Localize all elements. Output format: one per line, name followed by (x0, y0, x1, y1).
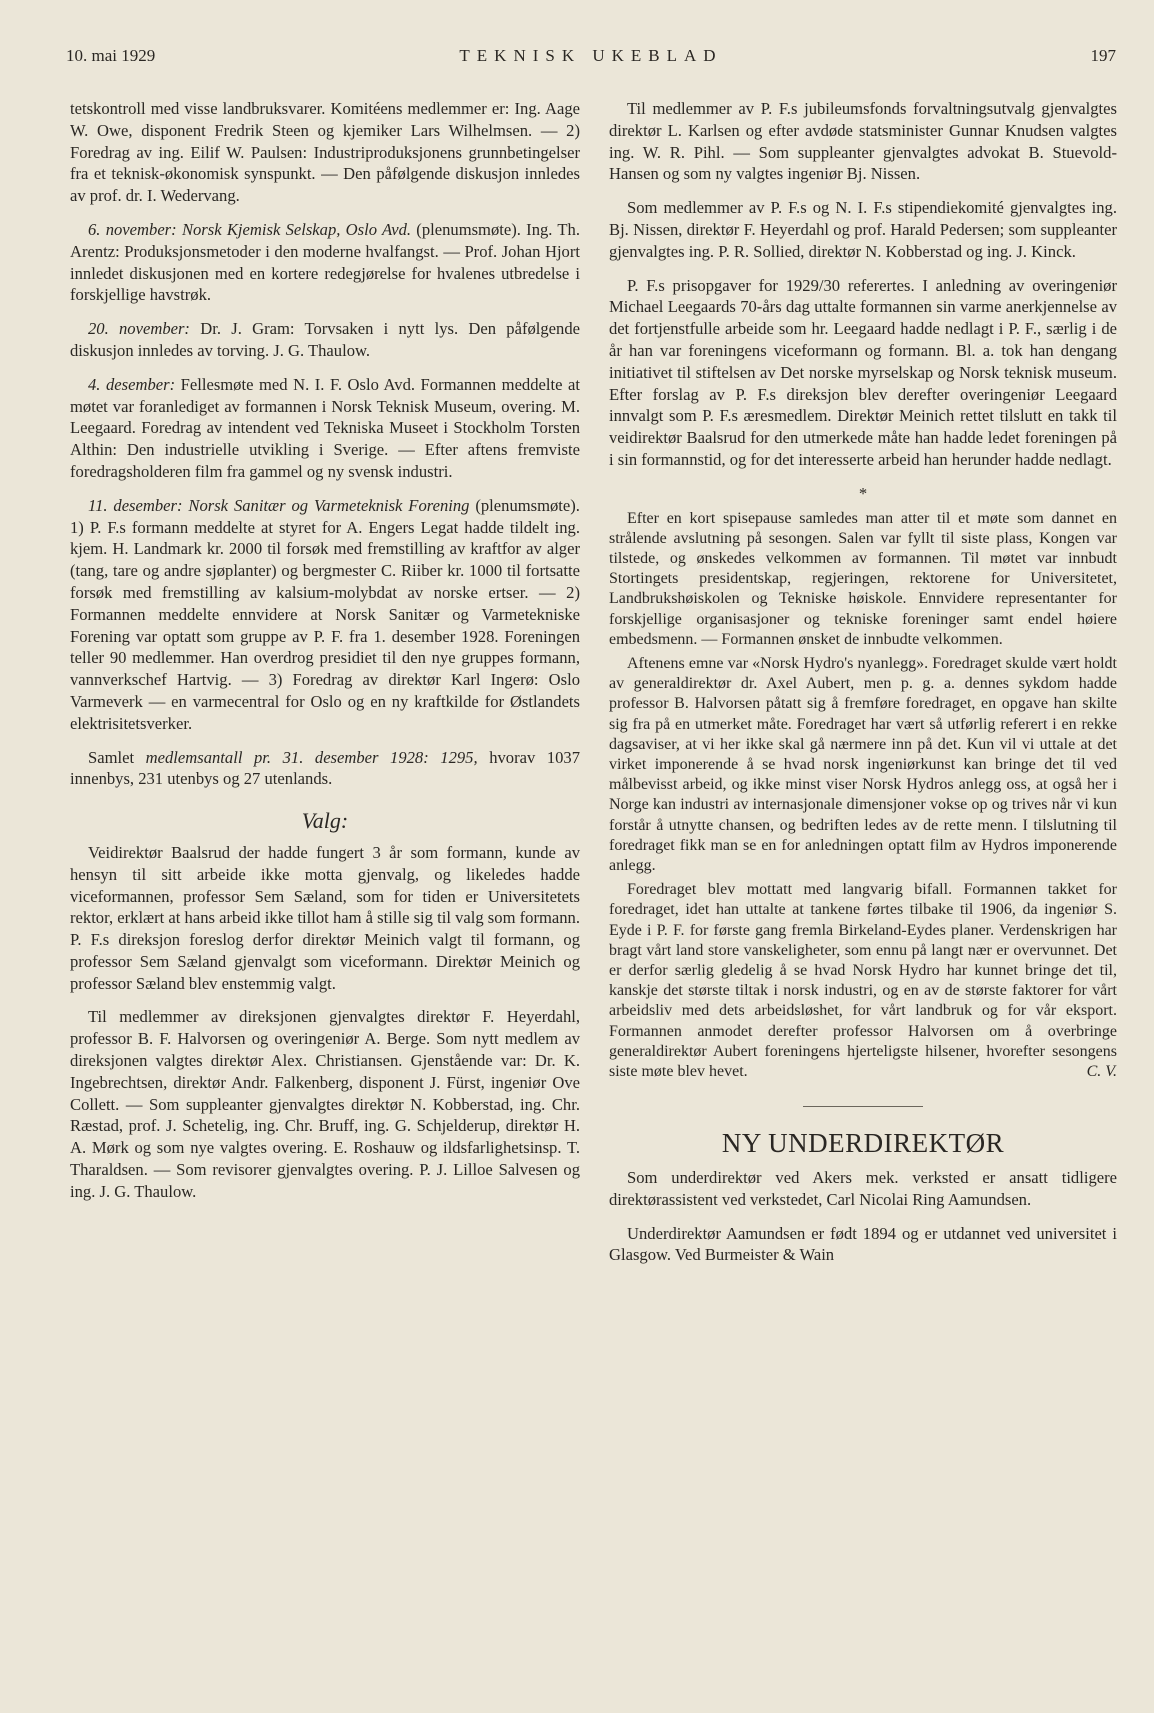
section-heading: NY UNDERDIREKTØR (721, 1128, 1005, 1159)
paragraph: Som underdirektør ved Akers mek. verksted er ansatt tidligere direktørassistent ved verkstedet, Carl Nicolai Ring Aamundsen. (609, 1168, 1117, 1209)
meeting-report (609, 509, 1117, 1083)
section-heading-valg: Valg: (301, 808, 349, 834)
paragraph: Efter en kort spisepause samledes man atter til et møte som dannet en strålende avslutning på sesongen. Salen var fyllt til siste plass, Kongen var tilstede, og ønskedes velkommen av formannen. Til møtet var innbudt Stortingets presidentskap, regjeringen, rektorene for Universitetet, Landbrukshøiskolen og Tekniske høiskole. Ennvidere representanter for forskjellige organisasjoner og tekniske foreninger samt endel høiere embedsmenn. — Formannen ønsket de innbudte velkommen. (609, 509, 1117, 648)
author-signature: C. V. (1086, 1063, 1117, 1081)
member-count: medlemsantall pr. 31. desember 1928: 1295, (145, 747, 478, 767)
publication-title: TEKNISK UKEBLAD (459, 46, 723, 65)
paragraph (609, 880, 1117, 1082)
paragraph: Veidirektør Baalsrud der hadde fungert 3 år som formann, kunde av hensyn til sitt arbeide ikke motta gjenvalg, og likeledes hadde viceformannen, professor Sem Sæland, som for tiden er Universitetets rektor, erklært at hans arbeid ikke tillot ham å stille sig til valg som formann. P. F.s direksjon foreslog derfor direktør Meinich valgt til formann, og professor Sem Sæland gjenvalgt som viceformann. Direktør Meinich og professor Sæland blev enstemmig valgt. (70, 842, 580, 993)
org-name: Norsk Sanitær og Varmeteknisk Forening (188, 495, 470, 515)
paragraph: P. F.s prisopgaver for 1929/30 referertes. I anledning av overingeniør Michael Leegaards 70-års dag uttalte formannen sin varme anerkjennelse av det fortjenstfulle arbeide som hr. Leegaard hadde nedlagt i P. F., særlig i de år han var foreningens viceformann og formann. Bl. a. tok han dengang initiativet til stiftelsen av Det norske myrselskap og Norsk teknisk museum. Efter forslag av P. F.s direksjon blev derefter overingeniør Leegaard innvalgt som P. F.s æresmedlem. Direktør Meinich rettet tilslutt en takk til veidirektør Baalsrud for den utmerkede måte han hadde ledet foreningen på i sin formannstid, og for det interesserte arbeid han herunder hadde nedlagt. (609, 275, 1117, 469)
paragraph (70, 219, 580, 306)
date-label: 11. desember: (88, 495, 183, 515)
paragraph: Til medlemmer av direksjonen gjenvalgtes direktør F. Heyerdahl, professor B. F. Halvorsen og overingeniør A. Berge. Som nytt medlem av direksjonen valgtes direktør Alex. Christiansen. Gjenstående var: Dr. K. Ingebrechtsen, direktør Andr. Falkenberg, disponent J. Fürst, ingeniør Ove Collett. — Som suppleanter gjenvalgtes direktør N. Kobberstad, ing. Chr. Ræstad, prof. J. Schetelig, ing. Chr. Bruff, ing. G. Schjelderup, direktør H. A. Mørk og som nye valgtes overing. E. Roshauw og ildsfarlighetsinsp. T. Tharaldsen. — Som revisorer gjenvalgtes overing. P. J. Lilloe Salvesen og ing. J. G. Thaulow. (70, 1007, 580, 1201)
paragraph (70, 747, 580, 791)
paragraph-text: (plenumsmøte). 1) P. F.s formann meddelte at styret for A. Engers Legat hadde tildelt ing. kjem. H. Landmark kr. 2000 til forsøk med fremstilling av kraftfor av alger (tang, tare og andre sjøplanter) og bergmester C. Riiber kr. 1000 til fortsatte forsøk med fremstilling av kalsium-molybdat av norske ertser. — 2) Formannen meddelte ennvidere at Norsk Sanitær og Varmetekniske Forening var optatt som gruppe av P. F. fra 1. desember 1928. Foreningen teller 90 medlemmer. Han overdrog presidiet til den nye gruppes formann, vannverkschef Hartvig. — 3) Foredrag av direktør Karl Ingerø: Oslo Varmeverk — en varmecentral for Oslo og en ny kraftkilde for Østlandets elektrisitetsverker. (70, 495, 580, 733)
divider-line (803, 1106, 923, 1107)
paragraph-text: (plenumsmøte). Ing. Th. Arentz: Produksjonsmetoder i den moderne hvalfangst. — Prof. Johan Hjort innledet diskusjonen med en kortere redegjørelse for hvalenes utbredelse i forskjellige havstrøk. (70, 219, 580, 305)
paragraph: Til medlemmer av P. F.s jubileumsfonds forvaltningsutvalg gjenvalgtes direktør L. Karlsen og efter avdøde statsminister Gunnar Knudsen valgtes ing. W. R. Pihl. — Som suppleanter gjenvalgtes advokat B. Stuevold-Hansen og som ny valgtes ingeniør Bj. Nissen. (609, 99, 1117, 184)
paragraph (70, 495, 580, 735)
issue-date: 10. mai 1929 (66, 46, 156, 65)
paragraph-text: Samlet (88, 747, 135, 767)
date-label: 4. desember: (88, 374, 176, 394)
paragraph-text: hvorav 1037 innenbys, 231 utenbys og 27 utenlands. (70, 747, 581, 789)
paragraph-text: Fellesmøte med N. I. F. Oslo Avd. Formannen meddelte at møtet var foranlediget av formannen i Norsk Teknisk Museum, overing. M. Leegaard. Foredrag av intendent ved Tekniska Museet i Stockholm Torsten Althin: Den industrielle utvikling i Sverige. — Efter aftens fremviste foredragsholderen film fra gammel og ny svensk industri. (70, 374, 580, 481)
paragraph (70, 374, 580, 483)
date-label: 20. november: (88, 319, 190, 339)
left-column (70, 98, 580, 1215)
section-divider-star: * (858, 483, 868, 503)
paragraph (70, 318, 580, 362)
paragraph: Underdirektør Aamundsen er født 1894 og er utdannet ved universitet i Glasgow. Ved Burmeister & Wain (609, 1223, 1117, 1265)
org-name: Norsk Kjemisk Selskap, Oslo Avd. (181, 219, 412, 239)
paragraph: tetskontroll med visse landbruksvarer. Komitéens medlemmer er: Ing. Aage W. Owe, disponent Fredrik Steen og kjemiker Lars Wilhelmsen. — 2) Foredrag av ing. Eilif W. Paulsen: Industriproduksjonens grunnbetingelser fra et teknisk-økonomisk synspunkt. — Den påfølgende diskusjon innledes av prof. dr. I. Wedervang. (70, 99, 580, 206)
right-column (609, 98, 1117, 1278)
page-header (66, 46, 1116, 76)
page-number: 197 (1090, 46, 1116, 65)
paragraph: Som medlemmer av P. F.s og N. I. F.s stipendiekomité gjenvalgtes ing. Bj. Nissen, direktør F. Heyerdahl og prof. Harald Pedersen; som suppleanter gjenvalgtes ing. P. R. Sollied, direktør N. Kobberstad og ing. J. Kinck. (609, 198, 1117, 261)
paragraph: Aftenens emne var «Norsk Hydro's nyanlegg». Foredraget skulde vært holdt av generaldirektør dr. Axel Aubert, men p. g. a. dennes sykdom hadde professor B. Halvorsen påtatt sig å fremføre foredraget, en opgave han skilte sig fra på en utmerket måte. Foredraget har vært så utførlig referert i en rekke dagsaviser, at vi her ikke skal gå nærmere inn på det. Kun vil vi uttale at det virket imponerende å se hvad norsk ingeniørkunst kan bringe det til ved målbevisst arbeid, og ikke minst viser Norsk Hydros anlegg oss, at også her i Norge kan industri av internasjonale dimensjoner vokse op og trives når vi kun forstår å utnytte chansen, og bedriften ledes av de rette menn. I tilslutning til foredraget fikk man se en for anledningen optatt film av Hydros imponerende anlegg. (609, 654, 1117, 874)
paragraph-text: Foredraget blev mottatt med langvarig bifall. Formannen takket for foredraget, idet han uttalte at tankene førtes tilbake til 1906, da ingeniør S. Eyde i P. F. for første gang fremla Birkeland-Eydes planer. Verdenskrigen har bragt vårt land store vanskeligheter, som ennu på langt nær er overvunnet. Det er derfor særlig gledelig å se hvad Norsk Hydro har kunnet bringe det til, kanskje det største tiltak i norsk industri, og en av de største faktorer for vårt arbeidsliv med dets arbeidsløshet, for vårt landbruk og for vår eksport. Formannen anmodet derefter professor Halvorsen om å overbringe generaldirektør Aubert foreningens hjerteligste hilsener, hvorefter sesongens siste møte blev hevet. (609, 881, 1117, 1081)
date-label: 6. november: (88, 219, 177, 239)
paragraph-text: Dr. J. Gram: Torvsaken i nytt lys. Den påfølgende diskusjon innledes av torving. J. G. Thaulow. (70, 319, 581, 360)
